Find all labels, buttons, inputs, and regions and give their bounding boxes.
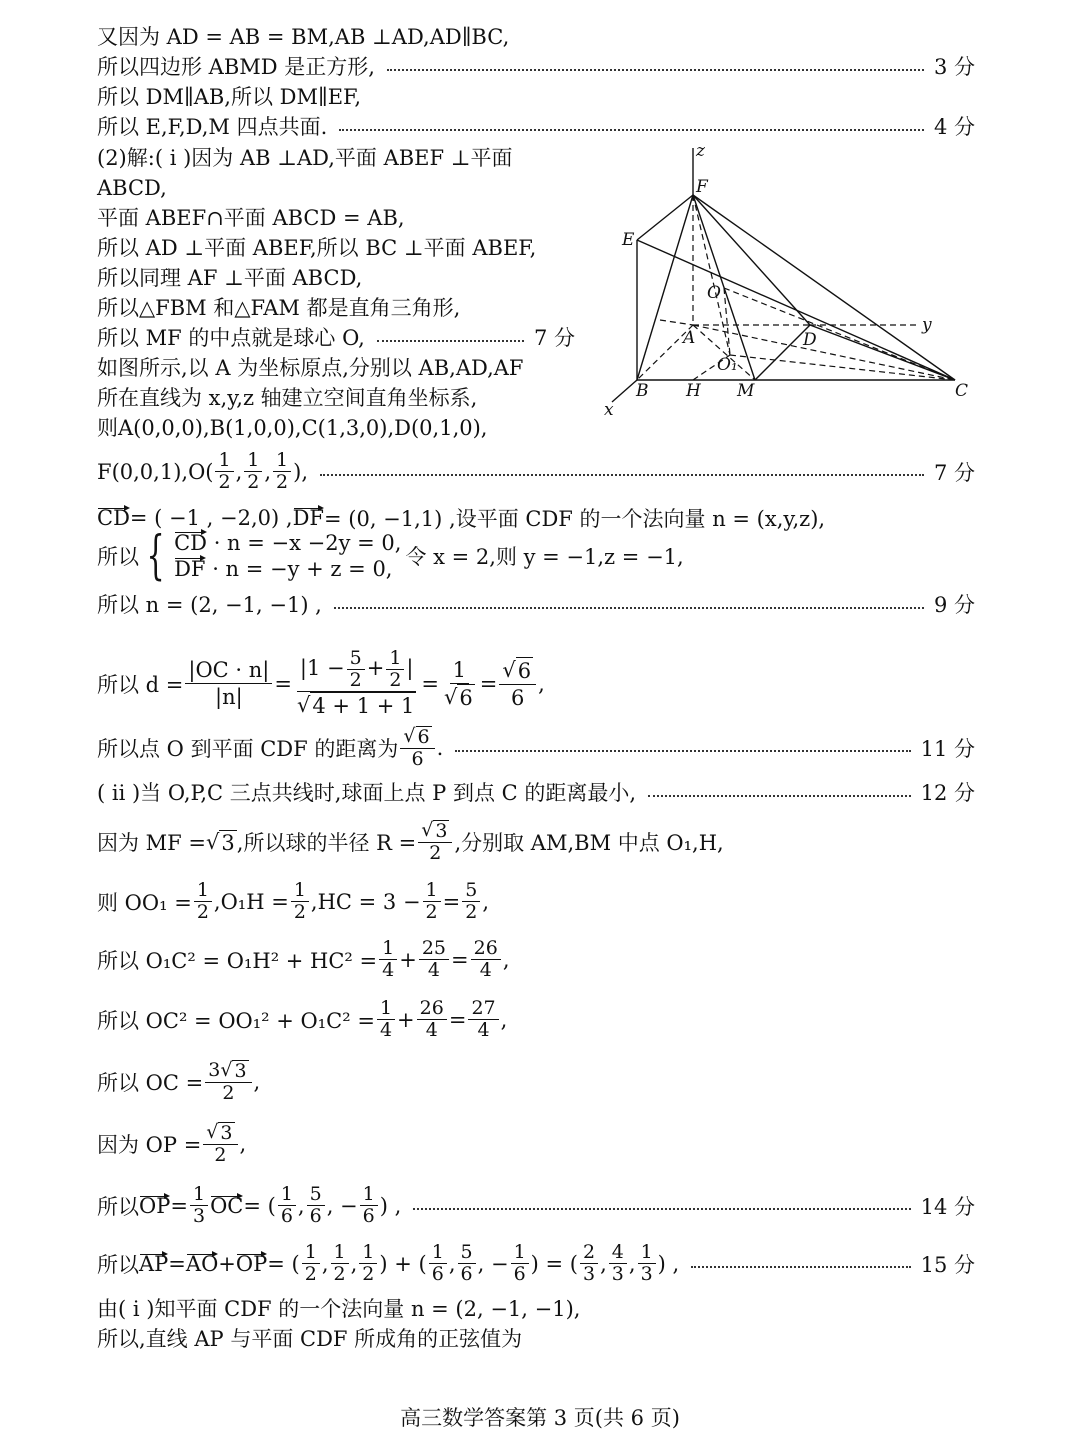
label-o1: O₁ (717, 355, 738, 375)
line-text: 所以 E,F,D,M 四点共面. (97, 115, 328, 139)
score-label: 12 分 (920, 781, 975, 805)
plus: + (397, 1007, 415, 1032)
numerator: 1 (331, 1242, 349, 1264)
numerator: 25 (419, 938, 449, 960)
fraction (360, 1184, 378, 1227)
equals: = (168, 1251, 186, 1276)
fraction (377, 998, 395, 1041)
sqrt: √ 4 + 1 + 1 (297, 693, 415, 718)
denominator: 2 (304, 1263, 317, 1285)
line-14 (97, 413, 575, 443)
formula-o1c (97, 938, 510, 981)
denominator: 4 (477, 1019, 490, 1041)
line-1 (97, 22, 975, 52)
denominator: 2 (333, 1263, 346, 1285)
fraction (185, 657, 272, 710)
fraction (429, 1242, 447, 1285)
numerator: 4 (609, 1242, 627, 1264)
formula-text: , − (326, 1193, 358, 1218)
vector-cd: CD (174, 531, 207, 555)
fraction (386, 648, 404, 691)
radicand: 3 (234, 1060, 247, 1082)
formula-text: . (436, 736, 444, 760)
formula-text: 因为 OP = (97, 1133, 202, 1157)
score-label: 7 分 (933, 460, 975, 485)
line-text: 所在直线为 x,y,z 轴建立空间直角坐标系, (97, 386, 478, 410)
numerator (400, 726, 434, 749)
fraction (458, 1242, 476, 1285)
edge-fd (693, 195, 810, 325)
line-4 (97, 112, 975, 142)
label-a: A (683, 328, 696, 348)
formula-text: , − (477, 1251, 509, 1276)
numerator: 1 (244, 450, 262, 472)
brace: { (146, 526, 165, 586)
sqrt: √ 3 (421, 819, 448, 842)
label-e: E (622, 230, 635, 250)
line-9 (97, 263, 575, 293)
comma: , (538, 671, 545, 696)
coefficient: 3 (208, 1059, 221, 1081)
line-text: 所以 AD ⊥平面 ABEF,所以 BC ⊥平面 ABEF, (97, 236, 537, 260)
fraction (244, 450, 262, 493)
numerator (205, 1060, 251, 1083)
formula-text: 由( i )知平面 CDF 的一个法向量 n = (2, −1, −1), (97, 1297, 581, 1321)
label-y: y (922, 315, 932, 335)
equals: = (448, 1007, 467, 1032)
denominator (441, 684, 478, 711)
line-2 (97, 52, 975, 82)
dot-leader (691, 1266, 910, 1268)
numerator: 1 (190, 1184, 208, 1206)
formula-text: 则 OO₁ = (97, 890, 192, 915)
edge-ef (637, 195, 693, 240)
numerator (499, 657, 536, 685)
denominator: 6 (309, 1205, 322, 1227)
radicand: 4 + 1 + 1 (312, 694, 415, 718)
formula-n (97, 590, 975, 620)
comma: , (600, 1251, 607, 1276)
line-5 (97, 143, 575, 173)
vector-op: OP (139, 1193, 171, 1218)
numerator: 1 (278, 1184, 296, 1206)
formula-text: 因为 MF = (97, 831, 207, 855)
equals: = (442, 889, 461, 914)
denominator: 2 (196, 901, 209, 923)
denominator: |n| (215, 685, 243, 709)
dot-leader (377, 340, 524, 342)
sqrt: √ 3 (206, 1121, 233, 1144)
line-text: 所以四边形 ABMD 是正方形, (97, 55, 375, 79)
label-h: H (686, 381, 701, 401)
fraction (468, 998, 498, 1041)
score-label: 14 分 (920, 1194, 975, 1219)
sqrt: √ 6 (502, 657, 532, 683)
vector-cd: CD (97, 506, 130, 530)
formula-text: ) = ( (530, 1251, 578, 1276)
line-text: 则A(0,0,0),B(1,0,0),C(1,3,0),D(0,1,0), (97, 416, 488, 440)
formula-text: ,HC = 3 − (310, 889, 421, 914)
denominator: 6 (411, 748, 424, 770)
plus: + (218, 1251, 236, 1276)
denominator: 2 (425, 901, 438, 923)
formula-oo1 (97, 880, 489, 923)
formula-distance (97, 648, 545, 719)
numerator: 1 (291, 880, 309, 902)
equation-system (174, 530, 401, 582)
label-c: C (955, 381, 969, 401)
sqrt: √ 3 (206, 829, 235, 855)
formula-text: · n = −x −2y = 0, (213, 531, 402, 555)
formula-text: ,O₁H = (213, 889, 289, 914)
fraction (417, 998, 447, 1041)
fraction (190, 1184, 208, 1227)
fraction (347, 648, 365, 691)
numerator: 1 (638, 1242, 656, 1264)
sqrt: √ 6 (403, 725, 430, 748)
formula-text: = ( −1 , −2,0) , (129, 506, 293, 530)
formula-sine (97, 1324, 975, 1354)
formula-radius (97, 820, 724, 864)
denominator: 6 (513, 1263, 526, 1285)
formula-text: 所以 (97, 545, 139, 569)
fraction (418, 820, 452, 864)
label-b: B (636, 381, 649, 401)
fraction (441, 657, 478, 711)
formula-text: = ( (243, 1193, 276, 1218)
denominator: 2 (389, 669, 402, 691)
edge-oc (724, 288, 955, 380)
numerator: |OC · n| (185, 657, 272, 684)
fraction (511, 1242, 529, 1285)
line-text: 如图所示,以 A 为坐标原点,分别以 AB,AD,AF (97, 356, 524, 380)
line-7 (97, 203, 575, 233)
formula-distance-result (97, 726, 975, 770)
fraction (471, 938, 501, 981)
numerator: 1 (429, 1242, 447, 1264)
line-11 (97, 323, 575, 353)
dot-leader (339, 129, 924, 131)
comma: , (448, 1251, 456, 1276)
sqrt: √ 3 (220, 1059, 247, 1082)
fraction (580, 1242, 598, 1285)
comma: , (350, 1251, 358, 1276)
formula-text: F(0,0,1),O( (97, 459, 214, 484)
vector-df: DF (174, 557, 206, 581)
comma: , (321, 1251, 329, 1276)
fraction (359, 1242, 377, 1285)
formula-text: ,分别取 AM,BM 中点 O₁,H, (454, 831, 724, 855)
fraction (331, 1242, 349, 1285)
score-label: 15 分 (920, 1252, 975, 1277)
numerator: 26 (417, 998, 447, 1020)
denominator: 3 (640, 1263, 653, 1285)
denominator: 3 (583, 1263, 596, 1285)
denominator: 3 (192, 1205, 206, 1227)
line-8 (97, 233, 575, 263)
vector-op: OP (235, 1251, 268, 1276)
dot-leader (455, 750, 910, 752)
formula-ap-vector (97, 1242, 975, 1285)
formula-part-ii (97, 778, 975, 808)
line-3 (97, 82, 975, 112)
denominator: 2 (349, 669, 362, 691)
score-label: 3 分 (933, 55, 975, 79)
formula-text: | (406, 656, 414, 680)
line-6 (97, 173, 575, 203)
system-row-1 (174, 530, 401, 556)
fraction (205, 1060, 251, 1104)
denominator: 4 (379, 1019, 393, 1041)
denominator: 2 (247, 471, 260, 493)
formula-op (97, 1122, 246, 1166)
denominator: 2 (465, 901, 478, 923)
label-o: O (707, 283, 721, 303)
numerator (203, 1122, 237, 1145)
fraction (294, 648, 419, 719)
denominator: 2 (362, 1263, 375, 1285)
denominator: 2 (222, 1082, 235, 1104)
geometry-figure (600, 140, 975, 425)
comma: , (297, 1193, 305, 1218)
numerator: 5 (307, 1184, 325, 1206)
line-text: 又因为 AD = AB = BM,AB ⊥AD,AD∥BC, (97, 25, 510, 49)
vector-oc: OC (210, 1193, 244, 1218)
formula-text: ) , (657, 1251, 680, 1276)
radicand: 6 (417, 726, 430, 748)
denominator: 4 (425, 1019, 438, 1041)
x-axis (612, 380, 637, 402)
edge-fb (637, 195, 696, 380)
denominator: 4 (479, 959, 492, 981)
radicand: 3 (220, 1122, 233, 1144)
equals: = (421, 671, 439, 696)
equals: = (451, 947, 469, 972)
score-label: 9 分 (933, 593, 975, 617)
formula-text: 所以 d = (97, 672, 184, 697)
numerator: 1 (273, 450, 291, 472)
numerator: 1 (379, 938, 397, 960)
formula-text: = (0, −1,1) ,设平面 CDF 的一个法向量 n = (x,y,z), (324, 507, 826, 531)
line-text: 所以△FBM 和△FAM 都是直角三角形, (97, 296, 461, 320)
score-label: 4 分 (933, 115, 975, 139)
formula-op-vector (97, 1184, 975, 1227)
line-text: 所以 DM∥AB,所以 DM∥EF, (97, 85, 362, 109)
line-10 (97, 293, 575, 323)
fraction (499, 657, 536, 711)
fraction (423, 880, 441, 923)
fraction (307, 1184, 325, 1227)
numerator: 1 (194, 880, 212, 902)
denominator: 4 (382, 959, 395, 981)
denominator: 6 (362, 1205, 375, 1227)
radicand: 6 (459, 685, 473, 710)
numerator: 1 (377, 998, 395, 1020)
numerator: 1 (359, 1242, 377, 1264)
dot-leader (334, 607, 924, 609)
denominator: 6 (460, 1263, 473, 1285)
label-m: M (737, 381, 755, 401)
denominator: 2 (218, 471, 231, 493)
vector-ao: AO (185, 1251, 219, 1276)
comma: , (264, 459, 272, 484)
line-text: 所以 MF 的中点就是球心 O, (97, 326, 365, 350)
comma: , (500, 1007, 508, 1032)
fraction (609, 1242, 627, 1285)
numerator: 2 (580, 1242, 598, 1264)
formula-normal-vector (97, 1294, 975, 1324)
score-label: 7 分 (533, 326, 575, 350)
system-row-2 (174, 556, 401, 582)
sqrt: √ 6 (443, 684, 473, 710)
fraction (203, 1122, 237, 1166)
formula-text: ( ii )当 O,P,C 三点共线时,球面上点 P 到点 C 的距离最小, (97, 781, 637, 805)
fraction (215, 450, 233, 493)
formula-text: 所以,直线 AP 与平面 CDF 所成角的正弦值为 (97, 1327, 523, 1351)
line-text: ABCD, (97, 176, 167, 200)
denominator (294, 692, 419, 719)
formula-text: 令 x = 2,则 y = −1,z = −1, (405, 545, 684, 569)
plus: + (399, 947, 417, 972)
numerator (418, 820, 452, 843)
denominator: 2 (293, 901, 306, 923)
dot-leader (413, 1208, 910, 1210)
denominator: 2 (276, 471, 289, 493)
edge-md (755, 325, 810, 380)
line-12 (97, 353, 575, 383)
plus: + (366, 656, 385, 680)
label-f: F (696, 177, 708, 197)
numerator: 26 (471, 938, 501, 960)
denominator: 6 (511, 685, 525, 710)
line-13 (97, 383, 575, 413)
denominator: 6 (280, 1205, 293, 1227)
formula-oc-squared (97, 998, 507, 1041)
numerator: 1 (302, 1242, 320, 1264)
denominator: 6 (431, 1263, 444, 1285)
equals: = (170, 1193, 188, 1218)
edge-hidden (660, 320, 693, 325)
label-z: z (696, 141, 705, 161)
formula-text: 所以点 O 到平面 CDF 的距离为 (97, 737, 399, 761)
fraction (273, 450, 291, 493)
numerator: 5 (347, 648, 365, 670)
formula-text: ) + ( (379, 1251, 427, 1276)
numerator: 1 (386, 648, 404, 670)
numerator: 1 (423, 880, 441, 902)
formula-text: 所以 (97, 1194, 139, 1219)
line-text: (2)解:( i )因为 AB ⊥AD,平面 ABEF ⊥平面 (97, 146, 513, 170)
formula-text: 所以 O₁C² = O₁H² + HC² = (97, 948, 378, 973)
formula-f-o (97, 450, 975, 493)
formula-text: · n = −y + z = 0, (212, 557, 393, 581)
fraction (302, 1242, 320, 1285)
formula-text: 所以 n = (2, −1, −1) , (97, 593, 322, 617)
denominator: 2 (429, 842, 442, 864)
line-text: 平面 ABEF∩平面 ABCD = AB, (97, 206, 405, 230)
formula-text: ), (293, 459, 309, 484)
formula-text: 所以 OC = (97, 1071, 204, 1095)
label-d: D (803, 330, 817, 350)
radicand: 6 (517, 658, 532, 683)
fraction (194, 880, 212, 923)
formula-text: ,所以球的半径 R = (236, 831, 417, 855)
formula-text: = ( (267, 1251, 300, 1276)
denominator: 4 (427, 959, 440, 981)
numerator: 1 (360, 1184, 378, 1206)
fraction (379, 938, 397, 981)
formula-text: ) , (379, 1193, 402, 1218)
comma: , (502, 947, 510, 972)
numerator: 1 (511, 1242, 529, 1264)
numerator: 1 (450, 657, 469, 684)
score-label: 11 分 (920, 737, 975, 761)
equals: = (274, 671, 292, 696)
formula-text: 所以 (97, 1252, 139, 1277)
fraction (400, 726, 434, 770)
page-footer: 高三数学答案第 3 页(共 6 页) (400, 1406, 680, 1430)
label-x: x (604, 400, 614, 420)
numerator: 27 (468, 998, 498, 1020)
comma: , (482, 889, 490, 914)
equals: = (479, 671, 498, 696)
vector-df: DF (292, 506, 324, 530)
comma: , (253, 1070, 261, 1094)
dot-leader (320, 474, 924, 476)
numerator: 5 (458, 1242, 476, 1264)
line-text: 所以同理 AF ⊥平面 ABCD, (97, 266, 363, 290)
comma: , (239, 1132, 247, 1156)
radicand: 3 (221, 830, 235, 855)
dot-leader (387, 69, 924, 71)
fraction (419, 938, 449, 981)
formula-text: 所以 OC² = OO₁² + O₁C² = (97, 1008, 375, 1033)
fraction (462, 880, 480, 923)
fraction (638, 1242, 656, 1285)
formula-system (97, 526, 684, 586)
vector-ap: AP (139, 1251, 169, 1276)
dot-leader (648, 795, 911, 797)
fraction (291, 880, 309, 923)
numerator: 1 (215, 450, 233, 472)
radicand: 3 (435, 820, 448, 842)
comma: , (628, 1251, 636, 1276)
formula-text: |1 − (299, 656, 345, 680)
comma: , (235, 459, 243, 484)
fraction (278, 1184, 296, 1227)
denominator: 3 (611, 1263, 624, 1285)
formula-oc (97, 1060, 260, 1104)
denominator: 2 (214, 1144, 227, 1166)
numerator (297, 648, 417, 692)
numerator: 5 (462, 880, 480, 902)
